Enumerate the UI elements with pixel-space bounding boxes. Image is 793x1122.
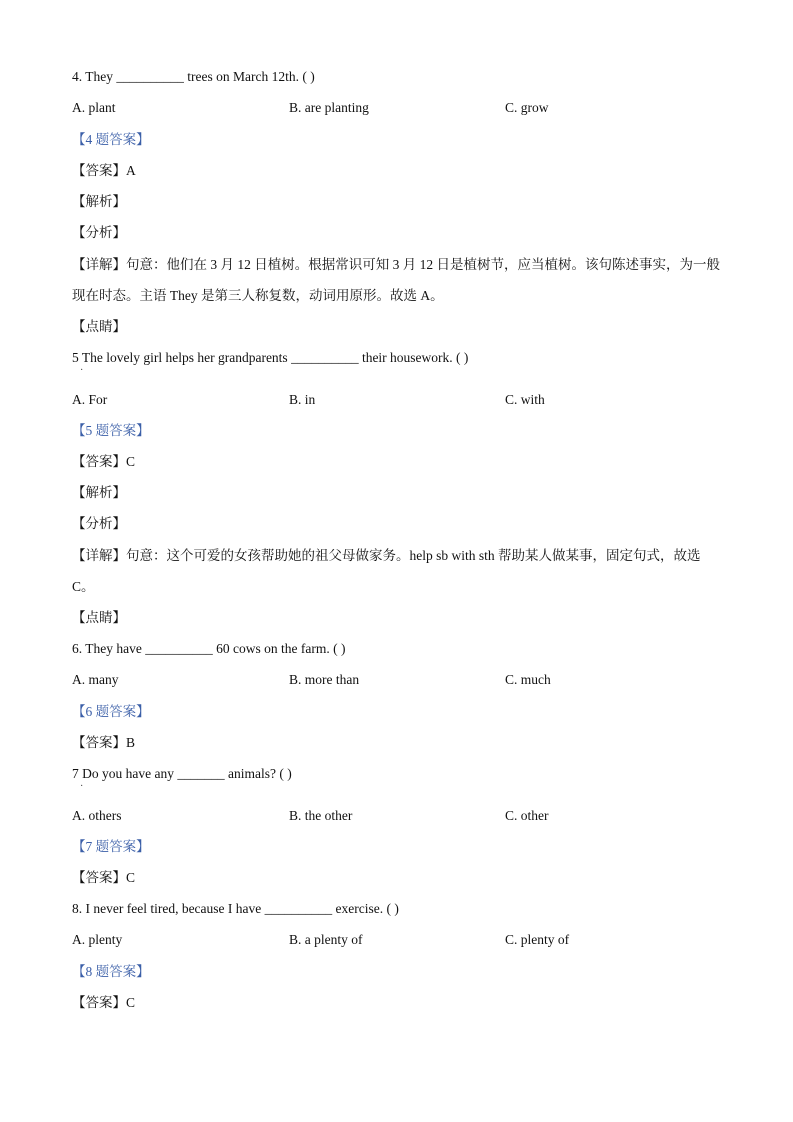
question-4-dianjing: 【点睛】 bbox=[72, 319, 126, 334]
question-6-answer-tag: 【6 题答案】 bbox=[72, 704, 150, 719]
question-5-answer: 【答案】C bbox=[72, 454, 136, 469]
question-4-option-b: B. are planting bbox=[289, 100, 369, 115]
question-4-jiexi: 【解析】 bbox=[72, 194, 126, 209]
question-7-stem: 7 Do you have any _______ animals? ( ) bbox=[72, 766, 292, 781]
question-8-stem: 8. I never feel tired, because I have __________ exercise. ( ) bbox=[72, 901, 399, 916]
question-8-answer: 【答案】C bbox=[72, 995, 136, 1010]
question-5-fenxi: 【分析】 bbox=[72, 516, 126, 531]
question-5-detail: 【详解】句意：这个可爱的女孩帮助她的祖父母做家务。help sb with sth 帮助某人做某事，固定句式，故选 C。 bbox=[72, 548, 701, 594]
question-4-stem: 4. They __________ trees on March 12th. ( ) bbox=[72, 69, 315, 84]
question-5-option-c: C. with bbox=[505, 392, 545, 407]
question-4-answer: 【答案】A bbox=[72, 163, 136, 178]
question-6-option-b: B. more than bbox=[289, 672, 360, 687]
stray-mark: · bbox=[80, 781, 84, 792]
question-5-option-a: A. For bbox=[72, 392, 108, 407]
question-4-option-a: A. plant bbox=[72, 100, 116, 115]
question-8-option-b: B. a plenty of bbox=[289, 932, 363, 947]
question-6-option-a: A. many bbox=[72, 672, 119, 687]
question-4-option-c: C. grow bbox=[505, 100, 549, 115]
question-5-jiexi: 【解析】 bbox=[72, 485, 126, 500]
question-8-option-c: C. plenty of bbox=[505, 932, 570, 947]
question-4-detail: 【详解】句意：他们在 3 月 12 日植树。根据常识可知 3 月 12 日是植树节，应当植树。该句陈述事实，为一般现在时态。主语 They 是第三人称复数，动词用原形。故选 A。 bbox=[72, 257, 720, 303]
question-4-answer-tag: 【4 题答案】 bbox=[72, 132, 150, 147]
question-5-answer-tag: 【5 题答案】 bbox=[72, 423, 150, 438]
question-5-dianjing: 【点睛】 bbox=[72, 610, 126, 625]
question-7-answer: 【答案】C bbox=[72, 870, 136, 885]
question-7-option-c: C. other bbox=[505, 808, 549, 823]
question-6-stem: 6. They have __________ 60 cows on the farm. ( ) bbox=[72, 641, 346, 656]
question-7-answer-tag: 【7 题答案】 bbox=[72, 839, 150, 854]
question-5-option-b: B. in bbox=[289, 392, 316, 407]
question-7-option-b: B. the other bbox=[289, 808, 353, 823]
question-8-answer-tag: 【8 题答案】 bbox=[72, 964, 150, 979]
question-8-option-a: A. plenty bbox=[72, 932, 123, 947]
stray-mark: · bbox=[80, 365, 84, 376]
question-5-stem: 5 The lovely girl helps her grandparents __________ their housework. ( ) bbox=[72, 350, 469, 365]
question-6-option-c: C. much bbox=[505, 672, 551, 687]
question-7-option-a: A. others bbox=[72, 808, 122, 823]
question-4-fenxi: 【分析】 bbox=[72, 225, 126, 240]
question-6-answer: 【答案】B bbox=[72, 735, 136, 750]
